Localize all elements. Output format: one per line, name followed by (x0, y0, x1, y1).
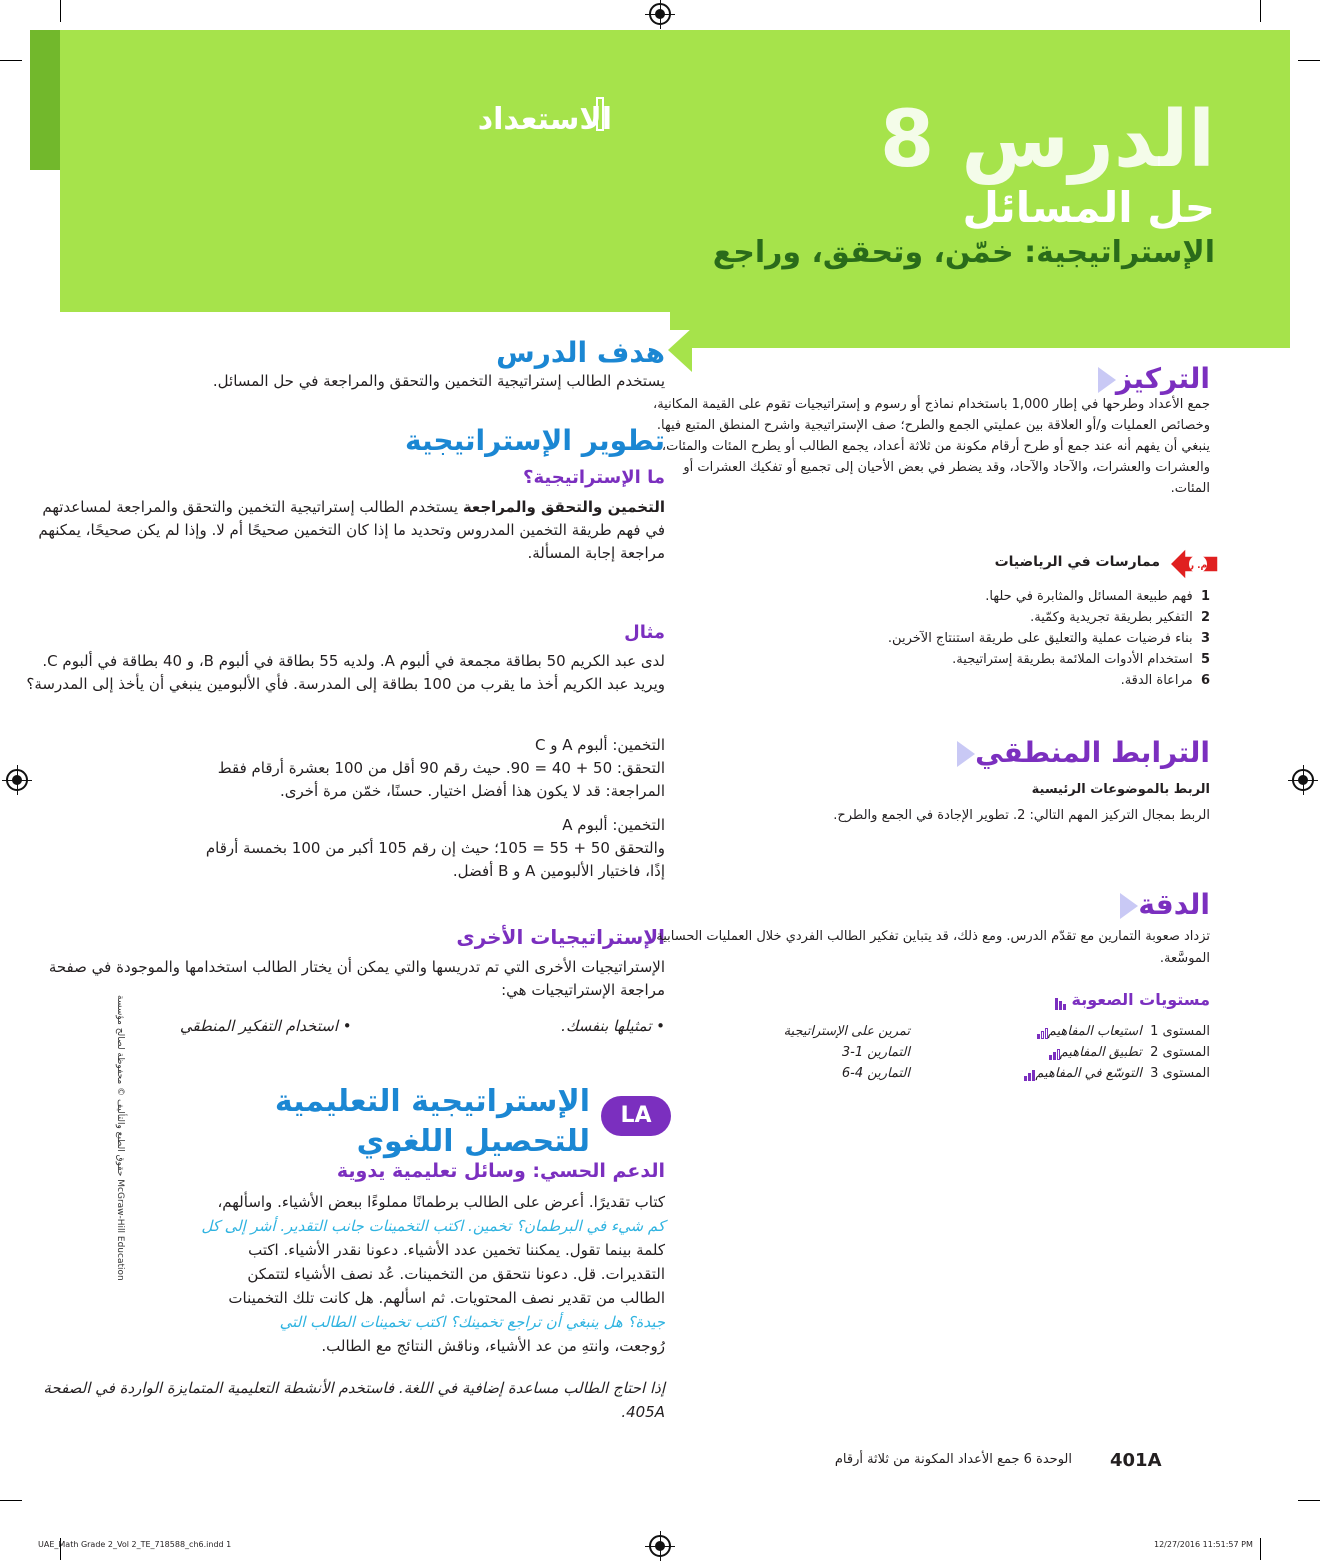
math-practices-icon (1168, 544, 1222, 584)
develop-title: تطوير الإستراتيجية (405, 424, 665, 457)
rigor-title-text: الدقة (1138, 888, 1210, 921)
math-practice-item: 1 فهم طبيعة المسائل والمثابرة في حلها. (985, 589, 1210, 604)
crop-mark (0, 60, 22, 61)
math-practices-list (650, 586, 1210, 691)
triangle-icon (1098, 367, 1116, 393)
math-practice-item: 3 بناء فرضيات عملية والتعليق على طريقة استنتاج الآخرين. (887, 631, 1210, 646)
coherence-text: الربط بمجال التركيز المهم التالي: 2. تطوير الإجادة في الجمع والطرح. (833, 808, 1210, 823)
what-body: يستخدم الطالب إستراتيجية التخمين والتحقق والمراجعة لمساعدتهم في فهم طريقة التخمين المدروس وتحديد ما إذا كان التخمين صحيحًا أم لا. وإذا لم يكن صحيحًا، يمكنهم مراجعة إجابة المسألة. (38, 498, 665, 562)
crop-mark (60, 0, 61, 22)
crop-mark (1298, 1500, 1320, 1501)
guess2-check: والتحقق 50 + 55 = 105؛ حيث إن رقم 105 أكبر من 100 بخمسة أرقام (205, 839, 665, 857)
guess2-label: التخمين: ألبوم A (562, 816, 665, 834)
lesson-title: الدرس 8 (879, 95, 1215, 185)
guess2-review: إذًا، فاختيار الألبومين A و B أفضل. (452, 862, 665, 880)
lang-line: جيدة؟ هل ينبغي أن تراجع تخمينك؟ اكتب تخمينات الطالب التي (279, 1313, 665, 1331)
triangle-icon (957, 741, 975, 767)
lang-line: رُوجعت، وانتهِ من عد الأشياء، وناقش النتائج مع الطالب. (321, 1337, 665, 1355)
crop-mark (1260, 0, 1261, 22)
prep-label: الاستعداد (477, 102, 612, 137)
math-practices-title: ممارسات في الرياضيات (994, 554, 1160, 570)
slug-file: UAE_Math Grade 2_Vol 2_TE_718588_ch6.indd 1 (38, 1540, 232, 1549)
other-strategies-title: الإستراتيجيات الأخرى (456, 925, 665, 949)
coherence-title-text: الترابط المنطقي (975, 736, 1210, 769)
slug-date: 12/27/2016 11:51:57 PM (1154, 1540, 1253, 1549)
difficulty-levels-title (1048, 990, 1210, 1010)
column-band (690, 312, 1290, 348)
guess-block-2 (25, 814, 665, 883)
lang-line: كم شيء في البرطمان؟ تخمين. اكتب التخمينات جانب التقدير. أشر إلى كل (201, 1217, 665, 1235)
math-practices-icon-label: م. ر (1188, 561, 1208, 571)
math-practice-item: 6 مراعاة الدقة. (1120, 673, 1210, 688)
page-number: 401A (1110, 1450, 1162, 1471)
objective-title: هدف الدرس (496, 336, 665, 369)
language-strategy-subtitle: الدعم الحسي: وسائل تعليمية يدوية (336, 1160, 665, 1182)
objective-text: يستخدم الطالب إستراتيجية التخمين والتحقق والمراجعة في حل المسائل. (212, 372, 665, 390)
what-bold: التخمين والتحقق والمراجعة (462, 498, 665, 516)
levels-title-text: مستويات الصعوبة (1071, 990, 1210, 1009)
rigor-text: تزداد صعوبة التمارين مع تقدّم الدرس. ومع ذلك، قد يتباين تفكير الطالب الفردي خلال العمليات الحسابية الموسَّعة. (656, 929, 1210, 966)
level-bars-icon (1054, 991, 1066, 1010)
lang-line: التقديرات. قل. دعونا نتحقق من التخمينات. عُد نصف الأشياء لتتمكن (247, 1265, 665, 1283)
crop-mark (1298, 60, 1320, 61)
language-strategy-title: الإستراتيجية التعليمية للتحصيل اللغوي (274, 1084, 590, 1159)
lang-line: كلمة بينما تقول. يمكننا تخمين عدد الأشياء. دعونا نقدر الأشياء. اكتب (248, 1241, 665, 1259)
registration-mark-icon (649, 3, 671, 25)
la-badge: LA (601, 1096, 671, 1136)
crop-mark (1260, 1538, 1261, 1560)
side-credit (110, 995, 125, 1300)
example-text: لدى عبد الكريم 50 بطاقة مجمعة في ألبوم A. ولديه 55 بطاقة في ألبوم B، و 40 بطاقة في ألبوم C. ويريد عبد الكريم أخذ ما يقرب من 100 بطاقة إلى المدرسة. فأي الألبومين ينبغي أن يأخذ إلى المدرسة؟ (26, 652, 665, 693)
focus-text: جمع الأعداد وطرحها في إطار 1,000 باستخدام نماذج أو رسوم و إستراتيجيات تقوم على القيمة المكانية، وخصائص العمليات و/أو العلاقة بين عمليتي الجمع والطرح؛ صف الإستراتيجية واشرح المنطق المتبع فيها. ينبغي أن يفهم أنه عند جمع أو طرح أرقام مكونة من ثلاثة أعداد، يجمع الطالب أو يطرح المئات والمئات، والعشرات والعشرات، والآحاد والآحاد، وقد يضطر في بعض الأحيان إلى تجميع أو تفكيك العشرات أو المئات. (653, 397, 1210, 496)
difficulty-level-row: المستوى 2 تطبيق المفاهيم التمارين 1-3 (841, 1045, 1210, 1060)
lang-line: كتاب تقديرًا. أعرض على الطالب برطمانًا مملوءًا ببعض الأشياء. واسألهم، (217, 1193, 665, 1211)
level-bars-icon (1023, 1066, 1035, 1081)
other-strategies-text: الإستراتيجيات الأخرى التي تم تدريسها والتي يمكن أن يختار الطالب استخدامها والموجودة في صفحة مراجعة الإستراتيجيات هي: (48, 958, 665, 999)
rigor-title (1114, 888, 1210, 921)
chapter-footer: الوحدة 6 جمع الأعداد المكونة من ثلاثة أرقام (834, 1452, 1072, 1467)
other-item: • استخدام التفكير المنطقي (179, 1017, 352, 1035)
guess1-label: التخمين: ألبوم A و C (535, 736, 665, 754)
triangle-icon (1120, 893, 1138, 919)
guess1-check: التحقق: 50 + 40 = 90. حيث رقم 90 أقل من 100 بعشرة أرقام فقط (217, 759, 665, 777)
focus-title-text: التركيز (1115, 362, 1210, 395)
lang-line: الطالب من تقدير نصف المحتويات. ثم اسألهم. هل كانت تلك التخمينات (228, 1289, 665, 1307)
coherence-subtitle: الربط بالموضوعات الرئيسية (1031, 782, 1210, 797)
credit-text: حقوق الطبع والتأليف © محفوظة لصالح مؤسسة McGraw-Hill Education (115, 995, 125, 1281)
prep-bar-icon (596, 97, 604, 131)
registration-mark-icon (649, 1535, 671, 1557)
crop-mark (0, 1500, 22, 1501)
other-item: • تمثيلها بنفسك. (561, 1017, 665, 1035)
what-text (25, 496, 665, 565)
lesson-subtitle: حل المسائل (962, 183, 1215, 232)
focus-title (1092, 362, 1210, 395)
header-tab (30, 30, 60, 170)
registration-mark-icon (1292, 769, 1314, 791)
arrow-pointer-icon (668, 328, 692, 372)
guess-block-1 (25, 734, 665, 803)
difficulty-level-row: المستوى 3 التوسّع في المفاهيم التمارين 4-6 (841, 1066, 1210, 1081)
math-practice-item: 5 استخدام الأدوات الملائمة بطريقة إستراتيجية. (952, 652, 1210, 667)
coherence-title (951, 736, 1210, 769)
level-bars-icon (1048, 1045, 1060, 1060)
example-title: مثال (624, 622, 665, 643)
guess1-review: المراجعة: قد لا يكون هذا أفضل اختيار. حسنًا، خمّن مرة أخرى. (279, 782, 665, 800)
language-note: إذا احتاج الطالب مساعدة إضافية في اللغة. فاستخدم الأنشطة التعليمية المتمايزة الواردة في الصفحة 405A. (43, 1379, 665, 1421)
what-title: ما الإستراتيجية؟ (523, 467, 665, 488)
math-practice-item: 2 التفكير بطريقة تجريدية وكمّية. (1030, 610, 1210, 625)
level-bars-icon (1036, 1024, 1048, 1039)
lesson-strategy: الإستراتيجية: خمّن، وتحقق، وراجع (712, 235, 1215, 270)
difficulty-level-row: المستوى 1 استيعاب المفاهيم تمرين على الإستراتيجية (783, 1024, 1210, 1039)
